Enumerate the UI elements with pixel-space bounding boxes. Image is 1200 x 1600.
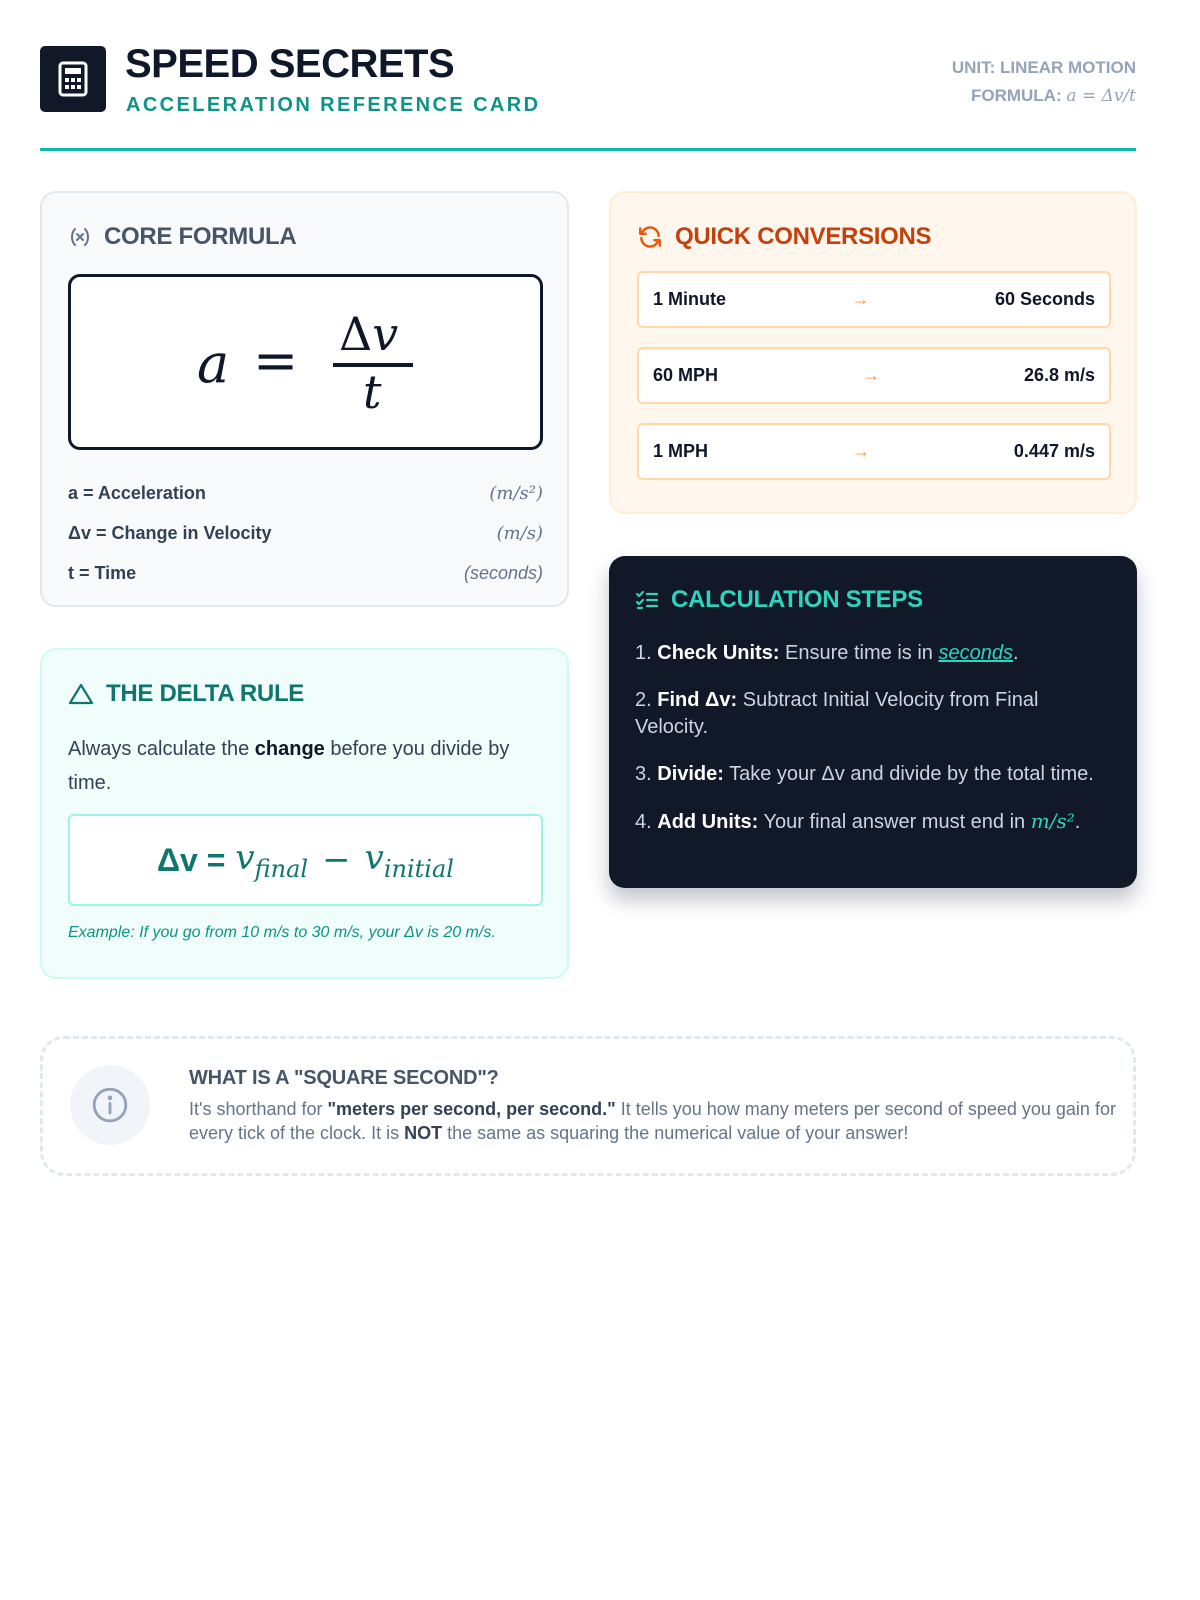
conversion-from: 1 Minute — [653, 289, 727, 309]
variable-label: a = Acceleration — [68, 482, 206, 503]
conversion-from: 1 MPH — [653, 441, 709, 461]
step-text: Subtract Initial Velocity from Final Velocity. — [635, 689, 1039, 738]
delta-formula — [68, 814, 543, 906]
variable-list — [68, 473, 543, 593]
step-number: 1. — [635, 642, 652, 664]
variable-row — [68, 473, 543, 513]
variable-label: Δv = Change in Velocity — [68, 522, 272, 543]
core-formula-title: CORE FORMULA — [104, 223, 297, 250]
step-number: 4. — [635, 811, 652, 833]
header — [40, 42, 1136, 146]
step-title: Find Δv: — [657, 689, 738, 711]
step-item — [635, 687, 1105, 741]
triangle-icon — [68, 682, 94, 706]
core-formula-card — [40, 191, 569, 607]
formula-numerator — [339, 307, 398, 361]
v-final-var: v — [235, 837, 255, 878]
variable-row — [68, 553, 543, 593]
step-math: m/s² — [1030, 809, 1075, 833]
delta-example: Example: If you go from 10 m/s to 30 m/s, your Δv is 20 m/s. — [68, 924, 496, 941]
variable-label: t = Time — [68, 562, 137, 583]
numerator-delta: Δ — [339, 307, 373, 361]
info-icon — [70, 1065, 150, 1145]
formula-denominator: t — [363, 365, 382, 419]
calculator-icon — [40, 46, 106, 112]
formula-inline: a = Δv/t — [1066, 86, 1136, 106]
arrow-right-icon: → — [851, 441, 870, 461]
delta-rule-card — [40, 648, 569, 979]
step-text: Ensure time is in — [779, 642, 939, 664]
step-item — [635, 761, 1105, 788]
step-title: Check Units: — [657, 642, 780, 664]
formula-lhs: a — [197, 332, 230, 395]
conversion-to: 0.447 m/s — [1013, 441, 1095, 461]
step-text-end: . — [1012, 642, 1019, 664]
formula-equals: = — [253, 329, 299, 392]
variable-unit: (m/s) — [496, 522, 543, 544]
info-text-mid: It tells you how many meters per second of speed you gain for every tick of the clock. It is — [189, 1099, 1116, 1143]
steps-title: CALCULATION STEPS — [671, 586, 923, 613]
conversion-row — [637, 271, 1111, 328]
seconds-link[interactable]: seconds — [938, 642, 1013, 664]
variable-row — [68, 513, 543, 553]
delta-text-pre: Always calculate the — [68, 738, 255, 760]
delta-text-bold: change — [254, 738, 325, 760]
conversions-heading — [637, 223, 931, 251]
formula-line — [952, 82, 1136, 110]
quick-conversions-card — [609, 191, 1137, 514]
info-text-bold: "meters per second, per second." — [327, 1099, 616, 1119]
arrow-right-icon: → — [861, 365, 880, 385]
checklist-icon — [635, 589, 659, 611]
step-text-end: . — [1074, 811, 1081, 833]
variable-unit: (seconds) — [463, 562, 543, 583]
conversion-from: 60 MPH — [653, 365, 719, 385]
arrow-right-icon: → — [851, 289, 870, 309]
conversion-row — [637, 423, 1111, 480]
info-text — [189, 1097, 1119, 1145]
v-final — [235, 838, 308, 883]
header-divider — [40, 148, 1136, 151]
conversion-to: 60 Seconds — [994, 289, 1095, 309]
v-final-sub: final — [254, 854, 309, 883]
delta-formula-lhs: Δv = — [157, 841, 226, 878]
info-text-pre: It's shorthand for — [189, 1099, 328, 1119]
info-callout — [40, 1036, 1136, 1176]
refresh-icon — [637, 224, 663, 250]
numerator-var: v — [372, 307, 399, 361]
delta-rule-heading — [68, 680, 304, 708]
header-meta — [952, 54, 1136, 110]
steps-list — [635, 640, 1105, 856]
main-formula — [68, 274, 543, 450]
page-title: SPEED SECRETS — [125, 42, 455, 86]
step-title: Divide: — [657, 763, 724, 785]
conversion-row — [637, 347, 1111, 404]
v-initial-sub: initial — [383, 854, 454, 883]
conversions-title: QUICK CONVERSIONS — [675, 223, 932, 250]
minus-sign: − — [322, 840, 351, 880]
unit-label: UNIT: LINEAR MOTION — [951, 58, 1136, 77]
steps-heading — [635, 586, 923, 614]
conversion-to: 26.8 m/s — [1023, 365, 1095, 385]
step-item — [635, 808, 1105, 836]
step-text: Your final answer must end in — [758, 811, 1031, 833]
info-text-not: NOT — [404, 1123, 443, 1143]
info-title: WHAT IS A "SQUARE SECOND"? — [189, 1067, 499, 1089]
v-initial — [365, 838, 454, 883]
v-initial-var: v — [364, 837, 384, 878]
step-title: Add Units: — [657, 811, 759, 833]
page-subtitle: ACCELERATION REFERENCE CARD — [126, 94, 541, 116]
step-item — [635, 640, 1105, 667]
formula-label: FORMULA: — [970, 86, 1062, 105]
info-text-post: the same as squaring the numerical value of your answer! — [442, 1123, 909, 1143]
variable-icon — [68, 225, 92, 249]
step-number: 3. — [635, 763, 652, 785]
delta-rule-title: THE DELTA RULE — [106, 680, 305, 707]
core-formula-heading — [68, 223, 296, 251]
step-number: 2. — [635, 689, 652, 711]
delta-text-post: before you divide by time. — [68, 738, 510, 794]
delta-rule-text — [68, 732, 548, 800]
calculation-steps-card — [609, 556, 1137, 888]
step-text: Take your Δv and divide by the total time. — [723, 763, 1094, 785]
variable-unit: (m/s²) — [489, 482, 543, 504]
